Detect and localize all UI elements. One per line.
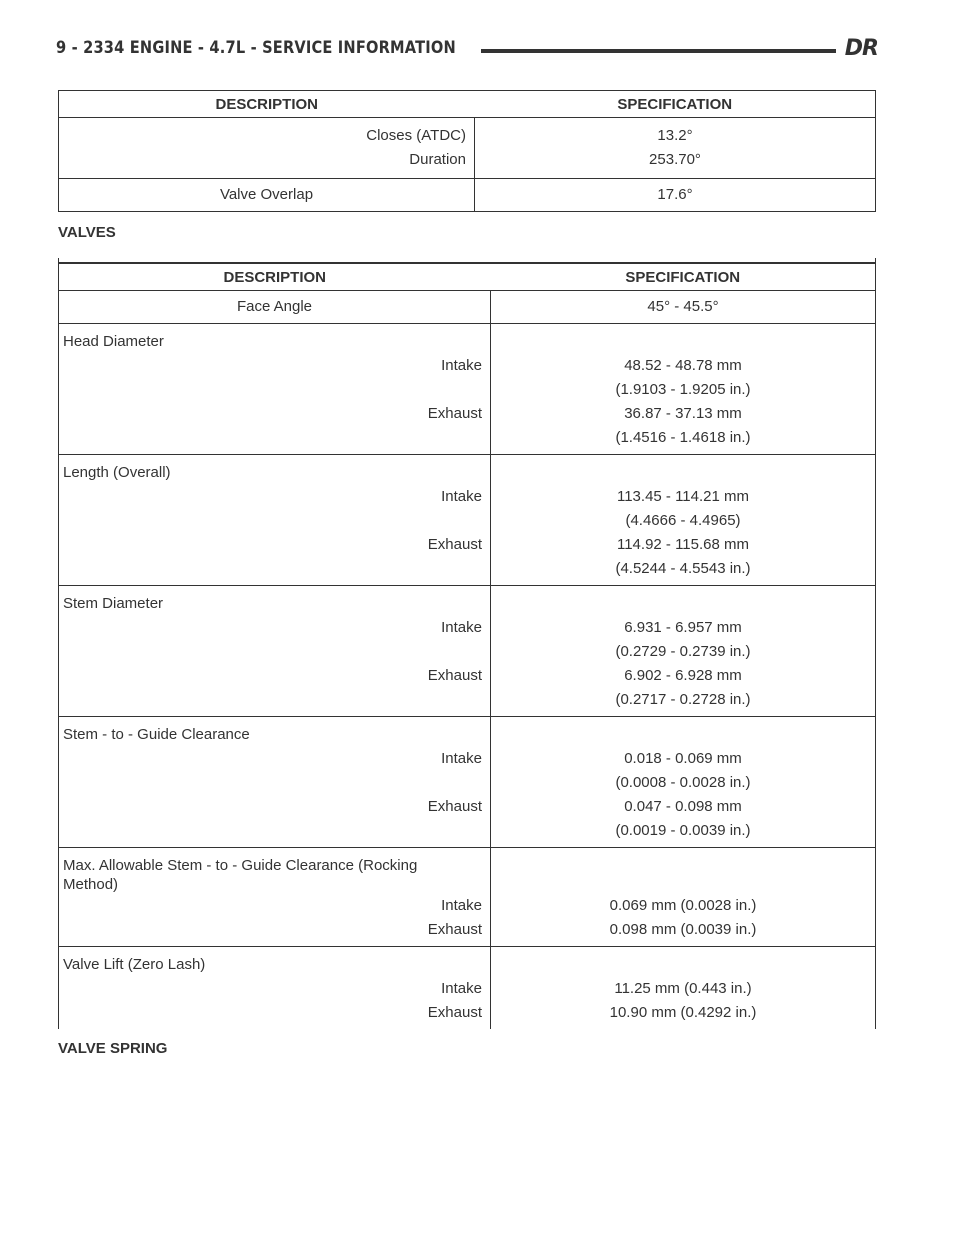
table-row	[59, 426, 876, 455]
table-header-row	[59, 91, 876, 118]
specification-cell: 45° - 45.5°	[491, 291, 876, 324]
description-cell: Closes (ATDC)	[59, 118, 475, 149]
description-cell: Duration	[59, 148, 475, 179]
description-cell: Exhaust	[59, 402, 491, 426]
specification-cell: 0.069 mm (0.0028 in.)	[609, 897, 757, 914]
table-row	[59, 557, 876, 586]
specification-cell: (1.9103 - 1.9205 in.)	[615, 381, 751, 398]
specification-cell: 48.52 - 48.78 mm	[624, 357, 742, 374]
table-tick	[58, 258, 59, 264]
specification-cell: 113.45 - 114.21 mm	[616, 488, 750, 505]
description-cell: Face Angle	[59, 291, 491, 324]
header-rule	[481, 49, 836, 53]
table-row	[59, 455, 876, 486]
description-cell: Exhaust	[59, 664, 491, 688]
description-cell: Exhaust	[59, 533, 491, 557]
specification-cell: 6.931 - 6.957 mm	[624, 619, 742, 636]
section-title-valve-spring: VALVE SPRING	[58, 1040, 168, 1057]
specification-cell: 6.902 - 6.928 mm	[624, 667, 742, 684]
specification-cell: 253.70°	[475, 148, 876, 179]
specification-cell: 0.098 mm (0.0039 in.)	[491, 918, 876, 947]
column-header-specification: SPECIFICATION	[491, 263, 876, 291]
specification-cell: (1.4516 - 1.4618 in.)	[491, 426, 876, 455]
table-row	[59, 354, 876, 378]
table-row	[59, 819, 876, 848]
specification-cell: 17.6°	[657, 186, 693, 203]
specification-cell: 11.25 mm (0.443 in.)	[614, 980, 752, 997]
specification-cell: 0.047 - 0.098 mm	[624, 798, 742, 815]
column-header-description: DESCRIPTION	[59, 263, 491, 291]
valves-table	[58, 262, 876, 1029]
camshaft-timing-table	[58, 90, 876, 212]
table-row	[59, 148, 876, 179]
table-row	[59, 324, 876, 355]
group-title: Head Diameter	[59, 324, 491, 355]
description-cell: Valve Overlap	[59, 179, 475, 212]
table-row	[59, 378, 876, 402]
description-cell: Intake	[59, 485, 491, 509]
group-title: Max. Allowable Stem - to - Guide Clearance (Rocking Method)	[59, 848, 491, 895]
description-cell: Exhaust	[59, 1001, 491, 1029]
table-row	[59, 664, 876, 688]
table-row	[59, 533, 876, 557]
table-row	[59, 795, 876, 819]
section-title-valves: VALVES	[58, 224, 116, 241]
table-row	[59, 118, 876, 149]
table-row	[59, 747, 876, 771]
table-row	[59, 1001, 876, 1029]
description-cell: Exhaust	[59, 795, 491, 819]
description-cell: Exhaust	[59, 918, 491, 947]
specification-cell: 36.87 - 37.13 mm	[624, 405, 742, 422]
page-title: 9 - 2334 ENGINE - 4.7L - SERVICE INFORMATION	[56, 38, 456, 58]
table-row	[59, 947, 876, 978]
description-cell: Intake	[59, 354, 491, 378]
specification-cell: (0.2717 - 0.2728 in.)	[491, 688, 876, 717]
group-title: Stem Diameter	[59, 586, 491, 617]
table-row	[59, 918, 876, 947]
group-title: Stem - to - Guide Clearance	[59, 717, 491, 748]
table-row	[59, 688, 876, 717]
table-row	[59, 179, 876, 212]
table-row	[59, 402, 876, 426]
table-row	[59, 848, 876, 895]
table-row	[59, 616, 876, 640]
table-row	[59, 485, 876, 509]
description-cell: Intake	[59, 747, 491, 771]
specification-cell: 13.2°	[657, 127, 693, 144]
column-header-specification: SPECIFICATION	[475, 91, 876, 118]
table-row	[59, 977, 876, 1001]
description-cell: Intake	[59, 977, 491, 1001]
model-code: DR	[844, 36, 878, 61]
specification-cell: (4.5244 - 4.5543 in.)	[491, 557, 876, 586]
specification-cell: 0.018 - 0.069 mm	[624, 750, 742, 767]
table-row	[59, 640, 876, 664]
table-header-row	[59, 263, 876, 291]
page-header	[56, 36, 878, 66]
description-cell: Intake	[59, 616, 491, 640]
group-title: Valve Lift (Zero Lash)	[59, 947, 491, 978]
specification-cell: (0.0019 - 0.0039 in.)	[491, 819, 876, 848]
specification-cell: 10.90 mm (0.4292 in.)	[609, 1004, 757, 1021]
specification-cell: (0.2729 - 0.2739 in.)	[615, 643, 751, 660]
table-tick	[875, 258, 876, 264]
table-row	[59, 291, 876, 324]
description-cell: Intake	[59, 894, 491, 918]
table-row	[59, 717, 876, 748]
specification-cell: (4.4666 - 4.4965)	[625, 512, 741, 529]
specification-cell: (0.0008 - 0.0028 in.)	[615, 774, 751, 791]
table-row	[59, 509, 876, 533]
column-header-description: DESCRIPTION	[59, 91, 475, 118]
group-title: Length (Overall)	[59, 455, 491, 486]
table-row	[59, 586, 876, 617]
table-row	[59, 771, 876, 795]
specification-cell: 114.92 - 115.68 mm	[616, 536, 750, 553]
table-row	[59, 894, 876, 918]
